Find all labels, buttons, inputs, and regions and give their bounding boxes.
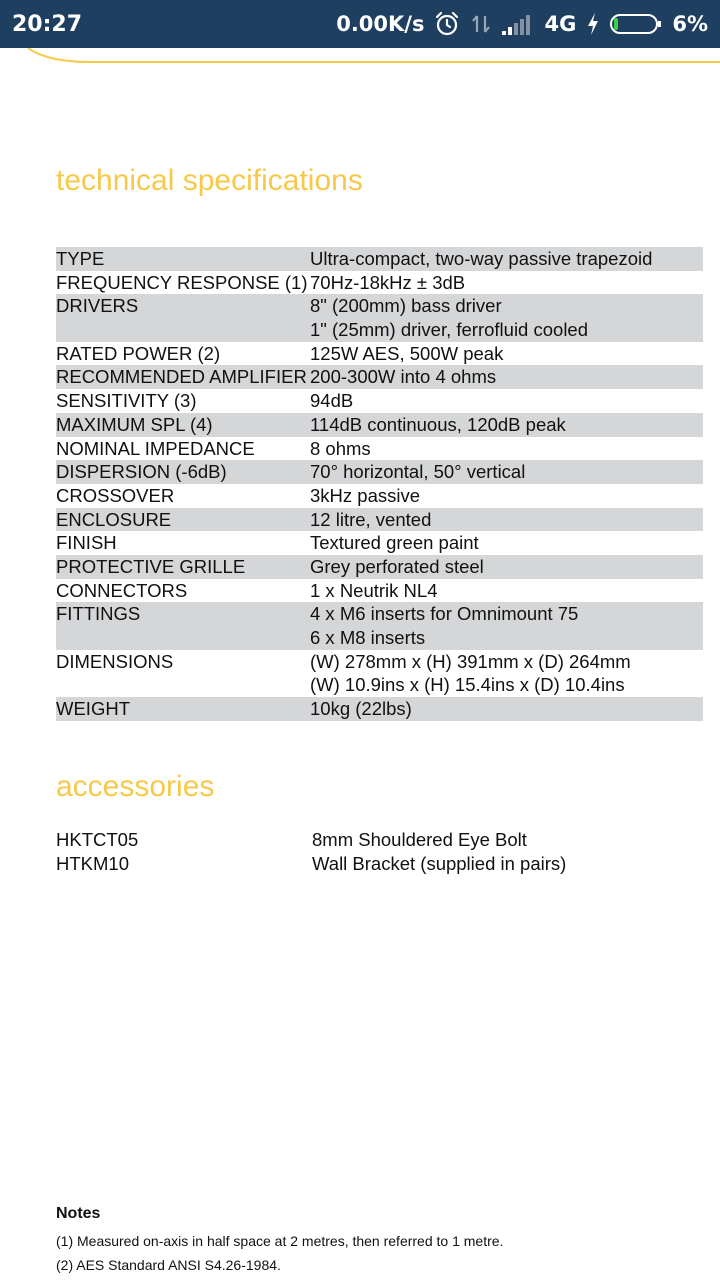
accessory-description: Wall Bracket (supplied in pairs) (312, 853, 567, 874)
spec-label: PROTECTIVE GRILLE (56, 555, 246, 577)
spec-row-dispersion (56, 460, 703, 484)
network-type: 4G (544, 12, 577, 36)
spec-row-type (56, 247, 703, 271)
spec-label: FREQUENCY RESPONSE (1) (56, 271, 308, 293)
spec-label: CROSSOVER (56, 484, 175, 506)
spec-row-rated-power (56, 342, 703, 366)
spec-value: 125W AES, 500W peak (310, 342, 504, 364)
spec-row-enclosure (56, 508, 703, 532)
spec-value: 3kHz passive (310, 484, 421, 506)
spec-label (56, 626, 310, 650)
battery-level: 6% (672, 12, 708, 36)
spec-value: 8 ohms (310, 437, 371, 459)
accessory-description: 8mm Shouldered Eye Bolt (312, 829, 527, 850)
spec-label: MAXIMUM SPL (4) (56, 413, 213, 435)
accessory-code: HTKM10 (56, 853, 129, 874)
spec-value: 114dB continuous, 120dB peak (310, 413, 566, 435)
spec-row-dimensions-2 (56, 673, 703, 697)
net-speed: 0.00K/s (336, 12, 425, 36)
spec-value: 10kg (22lbs) (310, 698, 412, 720)
alarm-icon (434, 11, 460, 37)
status-bar (0, 0, 720, 48)
spec-label: NOMINAL IMPEDANCE (56, 437, 255, 459)
spec-row-drivers-2 (56, 318, 703, 342)
decorative-swoosh (0, 48, 720, 68)
spec-label: DRIVERS (56, 295, 139, 317)
spec-row-maximum-spl (56, 413, 703, 437)
spec-row-fittings (56, 602, 703, 626)
spec-label: TYPE (56, 248, 105, 269)
spec-value: 8" (200mm) bass driver (310, 295, 502, 317)
status-time: 20:27 (12, 11, 83, 37)
spec-value: Textured green paint (310, 532, 479, 554)
spec-value: 94dB (310, 390, 354, 412)
spec-value: 70Hz-18kHz ± 3dB (310, 271, 466, 293)
spec-table (56, 247, 703, 721)
spec-value: 1 x Neutrik NL4 (310, 579, 438, 601)
accessory-row (56, 828, 703, 852)
spec-value: 4 x M6 inserts for Omnimount 75 (310, 603, 579, 625)
accessories-heading: accessories (56, 770, 215, 803)
spec-label (56, 318, 310, 342)
spec-label: RATED POWER (2) (56, 342, 221, 364)
spec-label (56, 673, 310, 697)
notes-title: Notes (56, 1205, 101, 1222)
spec-label: CONNECTORS (56, 579, 188, 601)
spec-row-recommended-amplifier (56, 365, 703, 389)
specs-heading: technical specifications (56, 164, 363, 197)
spec-row-weight (56, 697, 703, 721)
spec-label: DISPERSION (-6dB) (56, 461, 227, 483)
accessory-code: HKTCT05 (56, 829, 139, 850)
spec-label: RECOMMENDED AMPLIFIER (56, 366, 307, 388)
spec-value: 6 x M8 inserts (310, 627, 426, 648)
signal-icon (502, 13, 534, 35)
spec-value: 12 litre, vented (310, 508, 432, 530)
spec-value: (W) 10.9ins x (H) 15.4ins x (D) 10.4ins (310, 674, 625, 696)
spec-row-sensitivity (56, 389, 703, 413)
spec-label: FINISH (56, 532, 117, 554)
spec-row-dimensions (56, 650, 703, 674)
spec-value: Ultra-compact, two-way passive trapezoid (310, 248, 653, 269)
data-transfer-icon (470, 12, 492, 36)
spec-label: ENCLOSURE (56, 508, 172, 530)
note-item: (2) AES Standard ANSI S4.26-1984. (56, 1257, 281, 1273)
spec-value: 200-300W into 4 ohms (310, 366, 497, 388)
spec-label: DIMENSIONS (56, 650, 174, 672)
spec-row-drivers (56, 294, 703, 318)
spec-row-protective-grille (56, 555, 703, 579)
spec-row-frequency-response (56, 271, 703, 295)
spec-row-connectors (56, 579, 703, 603)
spec-row-fittings-2 (56, 626, 703, 650)
notes-section (56, 1205, 503, 1277)
spec-label: SENSITIVITY (3) (56, 390, 197, 412)
spec-row-crossover (56, 484, 703, 508)
spec-label: FITTINGS (56, 603, 141, 625)
accessories-list (56, 828, 703, 876)
status-indicators (336, 11, 708, 37)
spec-value: 1" (25mm) driver, ferrofluid cooled (310, 319, 589, 341)
battery-icon (610, 12, 662, 36)
spec-value: 70° horizontal, 50° vertical (310, 461, 526, 483)
accessory-row (56, 852, 703, 876)
spec-row-finish (56, 531, 703, 555)
spec-label: WEIGHT (56, 698, 130, 720)
spec-value: (W) 278mm x (H) 391mm x (D) 264mm (310, 650, 631, 672)
spec-row-nominal-impedance (56, 437, 703, 461)
note-item: (1) Measured on-axis in half space at 2 metres, then referred to 1 metre. (56, 1233, 504, 1249)
charging-icon (586, 12, 600, 36)
spec-value: Grey perforated steel (310, 555, 484, 577)
